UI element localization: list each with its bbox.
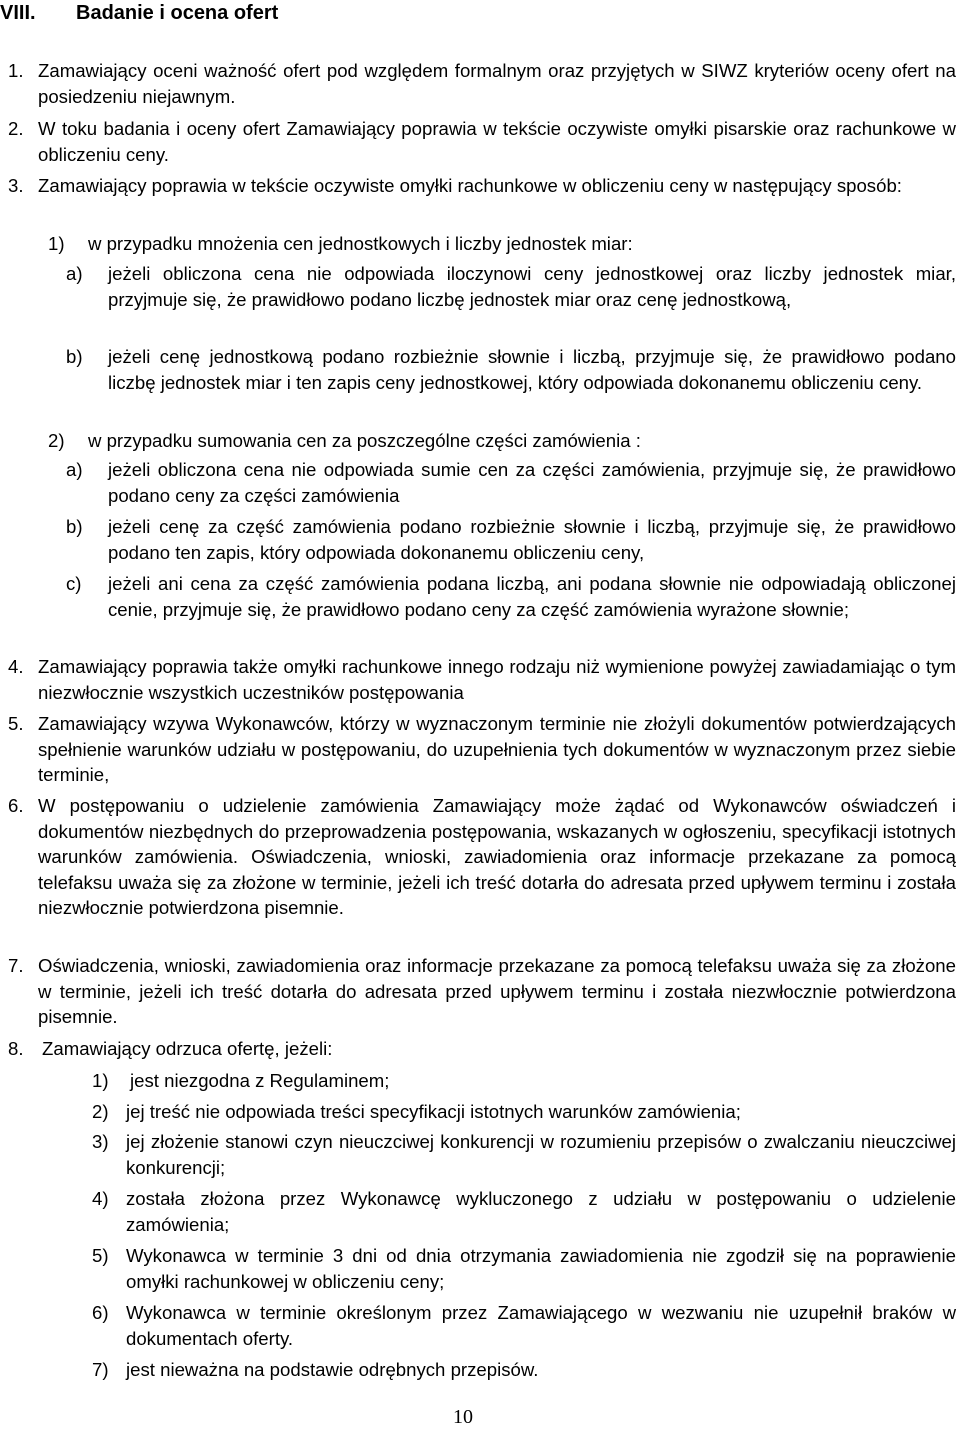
sub-letter: a)	[66, 263, 83, 284]
item-number: 5.	[8, 713, 24, 734]
item-3-sub-text: jeżeli obliczona cena nie odpowiada sumie cen za części zamówienia, przyjmuje się, że prawidłowo podano ceny za części zamówienia	[108, 459, 956, 506]
item-7-text: Oświadczenia, wnioski, zawiadomienia oraz informacje przekazane za pomocą telefaksu uważa się za złożone w terminie, jeżeli ich treść dotarła do adresata przed upływem terminu i została niezwłocznie potwierdzona pisemnie.	[38, 955, 956, 1027]
item-number: 2.	[8, 118, 24, 139]
item-8-sub-text: jest niezgodna z Regulaminem;	[130, 1070, 390, 1091]
section-number: VIII.	[0, 2, 36, 24]
item-8-sub-text: Wykonawca w terminie określonym przez Zamawiającego w wezwaniu nie uzupełnił braków w dokumentach oferty.	[126, 1302, 956, 1349]
item-8-sub-text: Wykonawca w terminie 3 dni od dnia otrzymania zawiadomienia nie zgodził się na poprawienie omyłki rachunkowej w obliczeniu ceny;	[126, 1245, 956, 1292]
section-title: Badanie i ocena ofert	[76, 2, 279, 24]
item-1-text: Zamawiający oceni ważność ofert pod względem formalnym oraz przyjętych w SIWZ kryteriów oceny ofert na posiedzeniu niejawnym.	[38, 60, 956, 107]
item-3-sub-text: w przypadku sumowania cen za poszczególne części zamówienia :	[88, 430, 641, 451]
item-number: 1.	[8, 60, 24, 81]
sub-number: 5)	[92, 1245, 109, 1266]
item-3-sub-text: jeżeli cenę jednostkową podano rozbieżnie słownie i liczbą, przyjmuje się, że prawidłowo podano liczbę jednostek miar i ten zapis ceny jednostkowej, który odpowiada dokonanemu obliczeniu ceny.	[108, 346, 956, 393]
sub-number: 3)	[92, 1131, 109, 1152]
item-8-sub-text: została złożona przez Wykonawcę wykluczonego z udziału w postępowaniu o udzielenie zamówienia;	[126, 1188, 956, 1235]
item-8-sub-text: jej treść nie odpowiada treści specyfikacji istotnych warunków zamówienia;	[126, 1101, 741, 1122]
sub-letter: b)	[66, 346, 83, 367]
item-2-text: W toku badania i oceny ofert Zamawiający poprawia w tekście oczywiste omyłki pisarskie oraz rachunkowe w obliczeniu ceny.	[38, 118, 956, 165]
item-8-text: Zamawiający odrzuca ofertę, jeżeli:	[42, 1038, 333, 1059]
sub-number: 1)	[92, 1070, 109, 1091]
page-number: 10	[453, 1406, 473, 1428]
item-8-sub-text: jej złożenie stanowi czyn nieuczciwej konkurencji w rozumieniu przepisów o zwalczaniu nieuczciwej konkurencji;	[126, 1131, 956, 1178]
item-number: 6.	[8, 795, 24, 816]
item-3-sub-text: jeżeli ani cena za część zamówienia podana liczbą, ani podana słownie nie odpowiadają obliczonej cenie, przyjmuje się, że prawidłowo podano ceny za część zamówienia wyrażone słownie;	[108, 573, 956, 620]
sub-number: 2)	[92, 1101, 109, 1122]
item-number: 3.	[8, 175, 24, 196]
item-3-sub-text: jeżeli cenę za część zamówienia podano rozbieżnie słownie i liczbą, przyjmuje się, że prawidłowo podano ten zapis, który odpowiada dokonanemu obliczeniu ceny,	[108, 516, 956, 563]
item-number: 8.	[8, 1038, 24, 1059]
sub-letter: a)	[66, 459, 83, 480]
item-number: 4.	[8, 656, 24, 677]
item-3-text: Zamawiający poprawia w tekście oczywiste omyłki rachunkowe w obliczeniu ceny w następujący sposób:	[38, 175, 902, 196]
item-5-text: Zamawiający wzywa Wykonawców, którzy w wyznaczonym terminie nie złożyli dokumentów potwierdzających spełnienie warunków udziału w postępowaniu, do uzupełnienia tych dokumentów w wyznaczonym przez siebie terminie,	[38, 713, 956, 785]
sub-number: 1)	[48, 233, 65, 254]
sub-number: 2)	[48, 430, 65, 451]
item-4-text: Zamawiający poprawia także omyłki rachunkowe innego rodzaju niż wymienione powyżej zawiadamiając o tym niezwłocznie wszystkich uczestników postępowania	[38, 656, 956, 703]
item-3-sub-text: w przypadku mnożenia cen jednostkowych i liczby jednostek miar:	[88, 233, 633, 254]
sub-number: 7)	[92, 1359, 109, 1380]
item-3-sub-text: jeżeli obliczona cena nie odpowiada iloczynowi ceny jednostkowej oraz liczby jednostek miar, przyjmuje się, że prawidłowo podano liczbę jednostek miar oraz cenę jednostkową,	[108, 263, 956, 310]
sub-number: 4)	[92, 1188, 109, 1209]
sub-letter: b)	[66, 516, 83, 537]
item-6-text: W postępowaniu o udzielenie zamówienia Zamawiający może żądać od Wykonawców oświadczeń i dokumentów niezbędnych do przeprowadzenia postępowania, wskazanych w ogłoszeniu, specyfikacji istotnych warunków zamówienia. Oświadczenia, wnioski, zawiadomienia oraz informacje przekazane za pomocą telefaksu uważa się za złożone w terminie, jeżeli ich treść dotarła do adresata przed upływem terminu i została niezwłocznie potwierdzona pisemnie.	[38, 795, 956, 918]
sub-number: 6)	[92, 1302, 109, 1323]
sub-letter: c)	[66, 573, 82, 594]
item-8-sub-text: jest nieważna na podstawie odrębnych przepisów.	[126, 1359, 539, 1380]
item-number: 7.	[8, 955, 24, 976]
